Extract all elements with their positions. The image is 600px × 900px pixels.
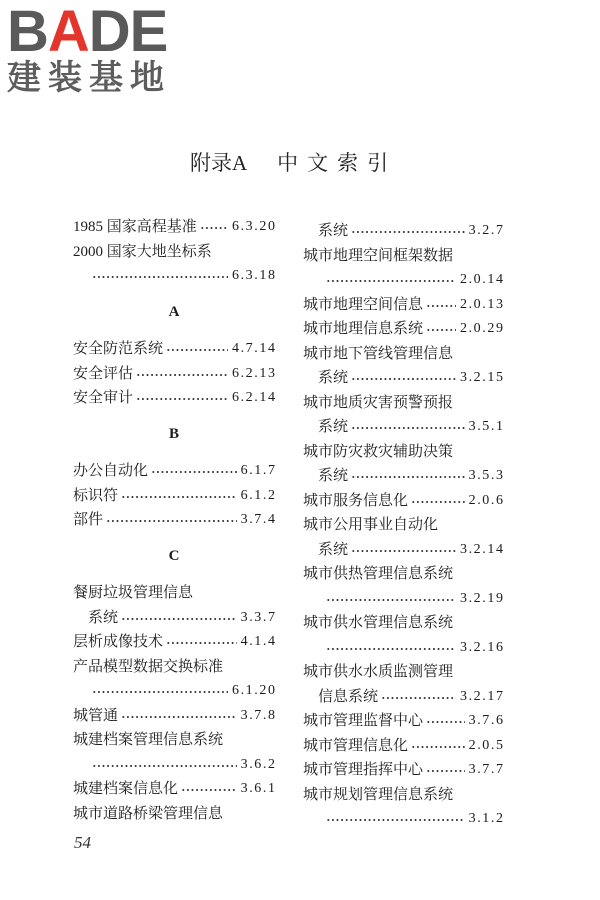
index-entry [303, 562, 503, 587]
dot-leader [426, 293, 456, 318]
logo-letter-b: B [7, 0, 48, 64]
index-term: 系统 [318, 468, 349, 484]
dot-leader [426, 758, 465, 783]
dot-leader [92, 753, 237, 778]
dot-leader [121, 484, 237, 509]
index-term: 系统 [318, 223, 349, 239]
index-entry [303, 636, 503, 661]
title-prefix: 附录A [190, 151, 248, 175]
logo-letters-de: DE [88, 0, 168, 64]
dot-leader [92, 679, 228, 704]
index-entry [73, 728, 275, 753]
index-term: 城市防灾救灾辅助决策 [303, 443, 454, 460]
index-entry [73, 215, 275, 240]
index-column-left [73, 215, 275, 826]
dot-leader [326, 268, 456, 293]
index-entry [303, 342, 503, 367]
page-ref: 3.2.7 [468, 223, 505, 238]
dot-leader [121, 704, 237, 729]
index-term: 安全评估 [73, 365, 134, 382]
index-entry [303, 268, 503, 293]
dot-leader [121, 606, 237, 631]
dot-leader [426, 317, 456, 342]
title-main: 中文索引 [277, 151, 398, 175]
page-ref: 4.7.14 [231, 341, 277, 356]
index-term: 城市地理信息系统 [303, 321, 424, 337]
index-entry [73, 484, 275, 509]
brand-logo [7, 0, 171, 98]
page-ref: 3.3.7 [240, 609, 277, 625]
page-ref: 3.7.4 [240, 512, 277, 527]
index-entry [303, 709, 503, 734]
page-ref: 6.1.7 [240, 463, 277, 478]
index-entry [73, 459, 275, 484]
index-term: 城市地质灾害预警预报 [303, 394, 454, 411]
page-ref: 4.1.4 [240, 634, 277, 649]
index-entry [303, 415, 503, 440]
page-ref: 6.1.20 [231, 683, 277, 698]
page-ref: 2.0.5 [468, 737, 505, 753]
index-term: 城市管理指挥中心 [303, 762, 424, 778]
index-term: 城市地下管线管理信息 [303, 345, 454, 362]
page-ref: 6.2.14 [231, 390, 277, 405]
index-entry [73, 777, 275, 802]
index-term: 系统 [318, 370, 349, 386]
page-ref: 3.1.2 [468, 811, 505, 826]
index-entry [73, 508, 275, 533]
index-term: 城市地理空间信息 [303, 296, 424, 313]
index-entry [303, 489, 503, 514]
index-term: 系统 [318, 541, 349, 558]
dot-leader [166, 337, 228, 362]
dot-leader [106, 508, 237, 533]
index-term: 1985 国家高程基准 [73, 219, 197, 235]
index-term: 信息系统 [318, 688, 379, 705]
page-ref: 3.6.2 [240, 756, 277, 772]
index-term: 城市公用事业自动化 [303, 517, 439, 533]
index-entry [73, 240, 275, 265]
index-term: 城市服务信息化 [303, 492, 409, 509]
index-term: 安全审计 [73, 390, 134, 406]
page-ref: 3.2.19 [459, 590, 505, 606]
index-term: 2000 国家大地坐标系 [73, 243, 212, 260]
index-term: 安全防范系统 [73, 341, 164, 357]
index-entry [303, 317, 503, 342]
index-term: 产品模型数据交换标准 [73, 658, 224, 675]
index-entry [73, 679, 275, 704]
index-entry [303, 391, 503, 416]
index-entry [303, 538, 503, 563]
dot-leader [426, 709, 465, 734]
page-ref: 3.2.14 [459, 541, 505, 557]
index-entry [303, 440, 503, 465]
dot-leader [381, 685, 456, 710]
index-entry [303, 244, 503, 269]
index-term: 城市规划管理信息系统 [303, 786, 454, 803]
dot-leader [200, 215, 228, 240]
dot-leader [351, 366, 456, 391]
page-ref: 6.1.2 [240, 487, 277, 503]
index-term: 餐厨垃圾管理信息 [73, 585, 194, 601]
index-term: 城市道路桥梁管理信息 [73, 805, 224, 822]
index-term: 系统 [88, 609, 119, 626]
dot-leader [411, 734, 465, 759]
dot-leader [351, 464, 465, 489]
index-term: 城市供热管理信息系统 [303, 566, 454, 582]
page-ref: 6.3.18 [231, 268, 277, 283]
dot-leader [166, 630, 237, 655]
page-ref: 2.0.6 [468, 492, 505, 508]
index-entry [303, 758, 503, 783]
index-entry [73, 581, 275, 606]
index-entry [73, 655, 275, 680]
index-entry [303, 734, 503, 759]
index-term: 城市供水水质监测管理 [303, 664, 454, 680]
dot-leader [136, 386, 228, 411]
page-ref: 3.2.16 [459, 639, 505, 655]
dot-leader [181, 777, 237, 802]
logo-wordmark [7, 0, 171, 64]
page-ref: 6.3.20 [231, 219, 277, 234]
index-term: 城管通 [73, 707, 119, 724]
index-entry [303, 660, 503, 685]
page-ref: 3.2.17 [459, 688, 505, 704]
index-term: 标识符 [73, 487, 119, 504]
dot-leader [411, 489, 465, 514]
dot-leader [326, 587, 456, 612]
dot-leader [151, 459, 237, 484]
index-entry [303, 783, 503, 808]
index-term: 层析成像技术 [73, 634, 164, 650]
section-heading: B [168, 425, 179, 442]
index-entry [73, 606, 275, 631]
index-entry [73, 362, 275, 387]
index-entry [303, 219, 503, 244]
logo-letter-a: A [47, 0, 89, 64]
page-title [190, 150, 397, 176]
page-ref: 6.2.13 [231, 365, 277, 381]
index-entry [303, 464, 503, 489]
page-ref: 3.2.15 [459, 370, 505, 385]
page-number: 54 [74, 833, 91, 852]
index-entry [73, 337, 275, 362]
dot-leader [351, 415, 465, 440]
dot-leader [326, 636, 456, 661]
index-column-right [303, 219, 503, 832]
page-ref: 3.7.6 [468, 713, 505, 728]
index-term: 部件 [73, 512, 104, 528]
page-ref: 3.7.7 [468, 762, 505, 777]
index-term: 城市管理监督中心 [303, 713, 424, 729]
index-entry [73, 753, 275, 778]
index-term: 城建档案信息化 [73, 781, 179, 797]
index-term: 系统 [318, 419, 349, 435]
index-entry [73, 802, 275, 827]
page-ref: 3.6.1 [240, 781, 277, 796]
index-entry [303, 293, 503, 318]
index-entry [73, 386, 275, 411]
index-entry [303, 513, 503, 538]
page-ref: 3.5.3 [468, 468, 505, 483]
index-entry [73, 264, 275, 289]
index-entry [73, 630, 275, 655]
section-heading: A [168, 303, 180, 320]
index-term: 办公自动化 [73, 463, 149, 479]
page-ref: 2.0.14 [459, 272, 505, 287]
page-ref: 3.5.1 [468, 419, 505, 434]
index-entry [303, 366, 503, 391]
index-entry [303, 611, 503, 636]
page-ref: 3.7.8 [240, 707, 277, 723]
index-entry [303, 807, 503, 832]
dot-leader [351, 538, 456, 563]
section-heading: C [168, 547, 180, 564]
dot-leader [92, 264, 228, 289]
index-term: 城市供水管理信息系统 [303, 615, 454, 631]
index-term: 城建档案管理信息系统 [73, 732, 224, 748]
index-entry [73, 704, 275, 729]
index-entry [303, 685, 503, 710]
page-ref: 2.0.13 [459, 296, 505, 312]
page-ref: 2.0.29 [459, 321, 505, 336]
dot-leader [351, 219, 465, 244]
logo-subtitle: 建装基地 [7, 58, 171, 98]
dot-leader [136, 362, 228, 387]
index-term: 城市管理信息化 [303, 737, 409, 754]
dot-leader [326, 807, 465, 832]
index-entry [303, 587, 503, 612]
index-term: 城市地理空间框架数据 [303, 247, 454, 264]
